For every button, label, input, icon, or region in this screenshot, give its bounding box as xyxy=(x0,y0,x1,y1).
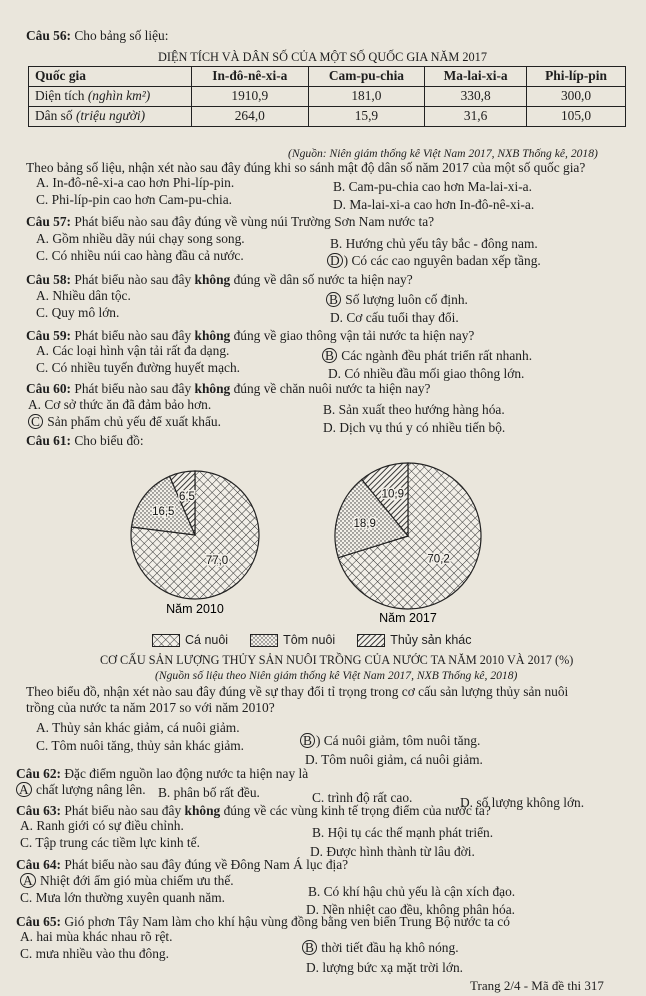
q61-option-a[interactable]: A. Thủy sản khác giảm, cá nuôi giảm. xyxy=(36,720,240,735)
pie-2010-caption: Năm 2010 xyxy=(166,602,224,616)
pie-label-fish: 77,0 xyxy=(205,554,229,567)
q63-heading: Câu 63: Phát biểu nào sau đây không đúng về các vùng kinh tế trọng điểm của nước ta? xyxy=(16,803,491,818)
answer-circle: D xyxy=(327,253,343,268)
q61-option-b[interactable]: B ) Cá nuôi giảm, tôm nuôi tăng. xyxy=(300,733,480,749)
legend-swatch-fish xyxy=(152,634,180,647)
legend-item-fish: Cá nuôi xyxy=(152,633,228,648)
q62-option-d[interactable]: D. số lượng không lớn. xyxy=(460,795,585,810)
pie-2017 xyxy=(335,463,481,609)
q56-label: Câu 56: xyxy=(26,28,72,43)
q62-heading: Câu 62: Đặc điểm nguồn lao động nước ta hiện nay là xyxy=(16,766,309,781)
pie-label-other: 10,9 xyxy=(381,488,404,501)
q63-option-a[interactable]: A. Ranh giới có sự điều chỉnh. xyxy=(20,818,184,833)
pie-2017-caption: Năm 2017 xyxy=(379,611,437,625)
q60-option-c[interactable]: C Sản phẩm chủ yếu để xuất khẩu. xyxy=(28,414,221,430)
q57-option-b[interactable]: B. Hướng chủ yếu tây bắc - đông nam. xyxy=(330,236,538,251)
row-area-label: Diện tích (nghìn km²) xyxy=(29,87,192,107)
pie-label-shrimp: 16,5 xyxy=(152,506,175,519)
q61-label: Câu 61: xyxy=(26,433,72,448)
q65-option-b[interactable]: B thời tiết đầu hạ khô nóng. xyxy=(302,940,459,956)
q59-heading: Câu 59: Phát biểu nào sau đây không đúng về giao thông vận tải nước ta hiện nay? xyxy=(26,328,475,343)
header-indonesia: In-đô-nê-xi-a xyxy=(192,67,309,87)
q56-option-d[interactable]: D. Ma-lai-xi-a cao hơn In-đô-nê-xi-a. xyxy=(333,197,535,212)
answer-circle: A xyxy=(20,873,36,888)
q59-option-a[interactable]: A. Các loại hình vận tải rất đa dạng. xyxy=(36,343,230,358)
legend-swatch-shrimp xyxy=(250,634,278,647)
table-cell: 181,0 xyxy=(308,87,425,107)
header-country: Quốc gia xyxy=(29,67,192,87)
q57-label: Câu 57: xyxy=(26,214,72,229)
pie-label-shrimp: 18,9 xyxy=(353,517,376,530)
q57-option-c[interactable]: C. Có nhiều núi cao hàng đầu cả nước. xyxy=(36,248,244,263)
page-footer: Trang 2/4 - Mã đề thi 317 xyxy=(470,978,604,993)
q61-option-c[interactable]: C. Tôm nuôi tăng, thủy sản khác giảm. xyxy=(36,738,245,753)
legend-swatch-other xyxy=(357,634,385,647)
q62-option-a[interactable]: A chất lượng nâng lên. xyxy=(16,782,146,798)
q59-option-c[interactable]: C. Có nhiều tuyến đường huyết mạch. xyxy=(36,360,241,375)
answer-circle: B xyxy=(302,940,317,955)
q56-option-c[interactable]: C. Phi-líp-pin cao hơn Cam-pu-chia. xyxy=(36,192,233,207)
header-philippines: Phi-líp-pin xyxy=(527,67,626,87)
answer-circle: B xyxy=(322,348,337,363)
header-cambodia: Cam-pu-chia xyxy=(308,67,425,87)
answer-circle: A xyxy=(16,782,32,797)
q62-option-b[interactable]: B. phân bố rất đều. xyxy=(158,785,260,800)
q59-option-d[interactable]: D. Có nhiều đầu mối giao thông lớn. xyxy=(328,366,525,381)
q62-option-c[interactable]: C. trình độ rất cao. xyxy=(312,790,413,805)
chart-title: CƠ CẤU SẢN LƯỢNG THỦY SẢN NUÔI TRỒNG CỦA NƯỚC TA NĂM 2010 VÀ 2017 (%) xyxy=(100,653,574,667)
q58-heading: Câu 58: Phát biểu nào sau đây không đúng về dân số nước ta hiện nay? xyxy=(26,272,413,287)
q61-question-line2: trồng của nước ta năm 2017 so với năm 2010? xyxy=(26,700,275,715)
answer-circle: B xyxy=(326,292,341,307)
q64-option-a[interactable]: A Nhiệt đới ẩm gió mùa chiếm ưu thế. xyxy=(20,873,234,889)
header-malaysia: Ma-lai-xi-a xyxy=(425,67,527,87)
q61-heading: Câu 61: Cho biểu đồ: xyxy=(26,433,144,448)
q60-option-a[interactable]: A. Cơ sở thức ăn đã đảm bảo hơn. xyxy=(28,397,212,412)
q56-option-b[interactable]: B. Cam-pu-chia cao hơn Ma-lai-xi-a. xyxy=(333,179,532,194)
q57-option-a[interactable]: A. Gồm nhiều dãy núi chạy song song. xyxy=(36,231,245,246)
q60-option-d[interactable]: D. Dịch vụ thú y có nhiều tiến bộ. xyxy=(323,420,506,435)
q60-label: Câu 60: xyxy=(26,381,72,396)
q65-option-c[interactable]: C. mưa nhiều vào thu đông. xyxy=(20,946,169,961)
legend-item-other: Thủy sản khác xyxy=(357,633,471,648)
q63-option-b[interactable]: B. Hội tụ các thế mạnh phát triển. xyxy=(312,825,494,840)
table-cell: 264,0 xyxy=(192,107,309,127)
q62-label: Câu 62: xyxy=(16,766,62,781)
table-cell: 31,6 xyxy=(425,107,527,127)
q56-text: Cho bảng số liệu: xyxy=(74,28,169,43)
q65-label: Câu 65: xyxy=(16,914,62,929)
q64-label: Câu 64: xyxy=(16,857,62,872)
chart-legend xyxy=(152,633,472,648)
q59-option-b[interactable]: B Các ngành đều phát triển rất nhanh. xyxy=(322,348,532,364)
pie-label-other: 6,5 xyxy=(178,491,195,504)
q64-option-d[interactable]: D. Nền nhiệt cao đều, không phân hóa. xyxy=(306,902,515,917)
answer-circle: C xyxy=(28,414,43,429)
table-cell: 330,8 xyxy=(425,87,527,107)
row-pop-label: Dân số (triệu người) xyxy=(29,107,192,127)
chart-source: (Nguồn số liệu theo Niên giám thống kê Việt Nam 2017, NXB Thống kê, 2018) xyxy=(155,669,518,682)
q65-heading: Câu 65: Gió phơn Tây Nam làm cho khí hậu vùng đồng bằng ven biển Trung Bộ nước ta có xyxy=(16,914,510,929)
table-cell: 15,9 xyxy=(308,107,425,127)
legend-item-shrimp: Tôm nuôi xyxy=(250,633,335,648)
q57-text: Phát biểu nào sau đây đúng về vùng núi Trường Sơn Nam nước ta? xyxy=(74,214,435,229)
q60-option-b[interactable]: B. Sản xuất theo hướng hàng hóa. xyxy=(323,402,505,417)
q60-heading: Câu 60: Phát biểu nào sau đây không đúng về chăn nuôi nước ta hiện nay? xyxy=(26,381,431,396)
q64-heading: Câu 64: Phát biểu nào sau đây đúng về Đông Nam Á lục địa? xyxy=(16,857,349,872)
q59-label: Câu 59: xyxy=(26,328,72,343)
q56-question: Theo bảng số liệu, nhận xét nào sau đây đúng khi so sánh mật độ dân số năm 2017 của một số quốc gia? xyxy=(26,160,586,175)
table-title: DIỆN TÍCH VÀ DÂN SỐ CỦA MỘT SỐ QUỐC GIA NĂM 2017 xyxy=(158,50,487,64)
q63-option-d[interactable]: D. Được hình thành từ lâu đời. xyxy=(310,844,475,859)
q65-option-d[interactable]: D. lượng bức xạ mặt trời lớn. xyxy=(306,960,463,975)
q57-option-d[interactable]: D ) Có các cao nguyên badan xếp tầng. xyxy=(327,253,541,269)
table-cell: 1910,9 xyxy=(192,87,309,107)
q58-option-b[interactable]: B Số lượng luôn cố định. xyxy=(326,292,468,308)
q63-label: Câu 63: xyxy=(16,803,62,818)
q58-option-c[interactable]: C. Quy mô lớn. xyxy=(36,305,120,320)
q64-option-b[interactable]: B. Có khí hậu chủ yếu là cận xích đạo. xyxy=(308,884,516,899)
q61-question-line1: Theo biểu đồ, nhận xét nào sau đây đúng về sự thay đổi tỉ trọng trong cơ cấu sản lượng thủy sản nuôi xyxy=(26,684,569,699)
table-source: (Nguồn: Niên giám thống kê Việt Nam 2017, NXB Thống kê, 2018) xyxy=(288,147,598,160)
q63-option-c[interactable]: C. Tập trung các tiềm lực kinh tế. xyxy=(20,835,200,850)
pie-2010 xyxy=(131,471,259,599)
q65-option-a[interactable]: A. hai mùa khác nhau rõ rệt. xyxy=(20,929,173,944)
q58-option-d[interactable]: D. Cơ cấu tuổi thay đổi. xyxy=(330,310,459,325)
q64-option-c[interactable]: C. Mưa lớn thường xuyên quanh năm. xyxy=(20,890,225,905)
q58-option-a[interactable]: A. Nhiều dân tộc. xyxy=(36,288,131,303)
q56-option-a[interactable]: A. In-đô-nê-xi-a cao hơn Phi-líp-pin. xyxy=(36,175,235,190)
table-cell: 105,0 xyxy=(527,107,626,127)
q58-label: Câu 58: xyxy=(26,272,72,287)
pie-label-fish: 70,2 xyxy=(427,553,450,566)
answer-circle: B xyxy=(300,733,315,748)
q61-option-d[interactable]: D. Tôm nuôi giảm, cá nuôi giảm. xyxy=(305,752,483,767)
table-cell: 300,0 xyxy=(527,87,626,107)
